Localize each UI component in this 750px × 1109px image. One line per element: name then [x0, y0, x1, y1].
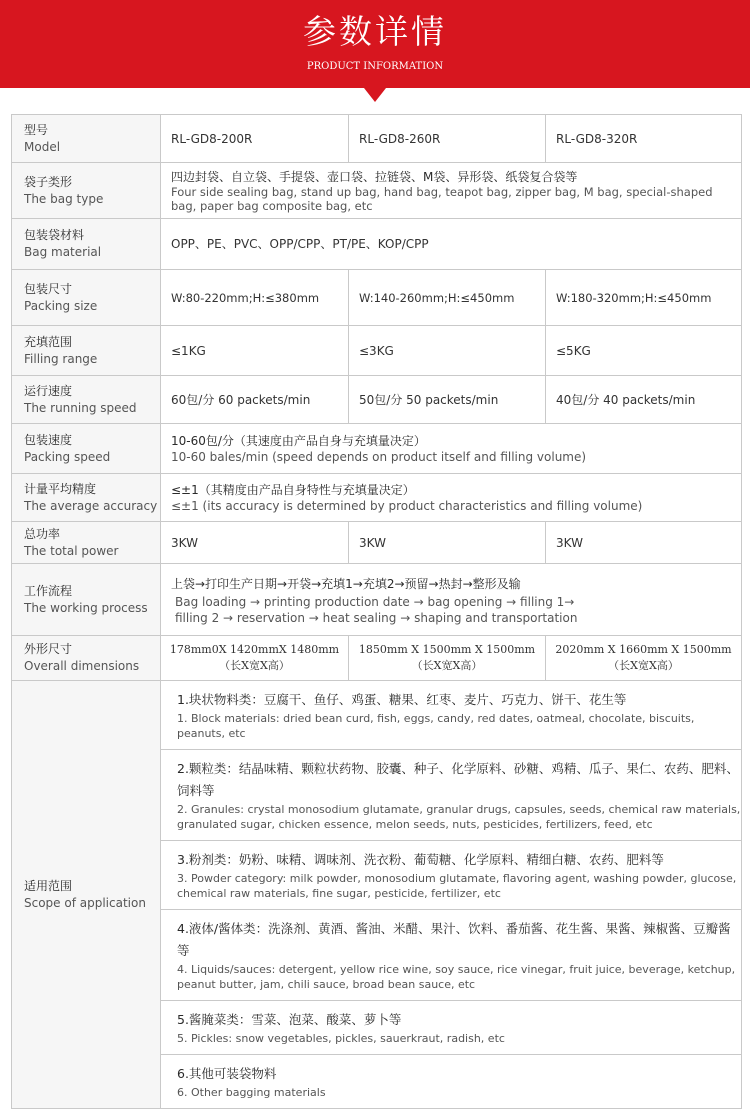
item-en: 3. Powder category: milk powder, monosodium glutamate, flavoring agent, washing powder, glucose, chemical raw materials, fine sugar, pesticide, fertilizer, etc — [177, 872, 737, 900]
dimensions-value: 178mm0X 1420mmX 1480mm — [169, 643, 340, 656]
dimensions-value: 1850mm X 1500mm X 1500mm — [358, 643, 536, 656]
row-dimensions — [12, 636, 742, 681]
application-item — [161, 1001, 742, 1055]
label-filling-range — [12, 326, 161, 376]
running-speed-2: 50包/分 50 packets/min — [349, 376, 546, 424]
application-item — [161, 750, 742, 841]
row-packing-speed — [12, 424, 742, 474]
packing-size-1: W:80-220mm;H:≤380mm — [161, 270, 349, 326]
banner-pointer — [364, 88, 386, 102]
accuracy-value — [161, 474, 742, 522]
item-cn: 6.其他可装袋物料 — [177, 1066, 277, 1081]
label-packing-speed — [12, 424, 161, 474]
item-en: 4. Liquids/sauces: detergent, yellow rice wine, soy sauce, rice vinegar, fruit juice, beverage, ketchup, peanut butter, jam, chili sauce, broad bean sauce, etc — [177, 963, 736, 991]
item-en: 6. Other bagging materials — [177, 1086, 326, 1099]
label-cn: 计量平均精度 — [24, 481, 97, 496]
item-en: 1. Block materials: dried bean curd, fish, eggs, candy, red dates, oatmeal, chocolate, biscuits, peanuts, etc — [177, 712, 695, 740]
power-1: 3KW — [161, 522, 349, 564]
label-cn: 型号 — [24, 122, 49, 137]
label-cn: 袋子类形 — [24, 174, 73, 189]
bag-type-value — [161, 163, 742, 219]
packing-size-2: W:140-260mm;H:≤450mm — [349, 270, 546, 326]
item-en: 5. Pickles: snow vegetables, pickles, sauerkraut, radish, etc — [177, 1032, 505, 1045]
dimensions-note: （长X宽X高） — [219, 659, 290, 672]
value-en: Bag loading → printing production date → bag opening → filling 1→ filling 2 → reservation → heat sealing → shaping and transportation — [175, 594, 578, 625]
label-dimensions — [12, 636, 161, 681]
application-item — [161, 910, 742, 1001]
row-filling-range — [12, 326, 742, 376]
model-value-1: RL-GD8-200R — [161, 115, 349, 163]
label-en: Bag material — [24, 245, 102, 259]
label-cn: 总功率 — [24, 526, 61, 541]
material-value: OPP、PE、PVC、OPP/CPP、PT/PE、KOP/CPP — [161, 219, 742, 270]
label-en: Packing speed — [24, 449, 111, 464]
dimensions-note: （长X宽X高） — [411, 659, 483, 672]
label-cn: 工作流程 — [24, 583, 73, 598]
page-subtitle: PRODUCT INFORMATION — [306, 61, 444, 72]
value-en: Four side sealing bag, stand up bag, hand bag, teapot bag, zipper bag, M bag, special-shaped bag, paper bag composite bag, etc — [171, 184, 713, 213]
label-cn: 包装尺寸 — [24, 281, 73, 296]
value-cn: ≤±1（其精度由产品自身特性与充填量决定） — [171, 482, 415, 497]
label-power — [12, 522, 161, 564]
item-cn: 1.块状物料类：豆腐干、鱼仔、鸡蛋、糖果、红枣、麦片、巧克力、饼干、花生等 — [177, 692, 627, 707]
label-cn: 包装速度 — [24, 432, 73, 447]
item-cn: 2.颗粒类：结晶味精、颗粒状药物、胶囊、种子、化学原料、砂糖、鸡精、瓜子、果仁、农药、肥料、饲料等 — [177, 761, 739, 798]
item-en: 2. Granules: crystal monosodium glutamate, granular drugs, capsules, seeds, chemical raw materials, granulated sugar, chicken essence, melon seeds, nuts, pesticides, fertilizers, feed, etc — [177, 803, 741, 831]
label-packing-size — [12, 270, 161, 326]
item-cn: 3.粉剂类：奶粉、味精、调味剂、洗衣粉、葡萄糖、化学原料、精细白糖、农药、肥料等 — [177, 852, 664, 867]
application-item — [161, 681, 742, 750]
item-cn: 4.液体/酱体类：洗涤剂、黄酒、酱油、米醋、果汁、饮料、番茄酱、花生酱、果酱、辣椒酱、豆瓣酱等 — [177, 921, 731, 958]
value-cn: 上袋→打印生产日期→开袋→充填1→充填2→预留→热封→整形及输 — [171, 576, 521, 591]
filling-range-2: ≤3KG — [349, 326, 546, 376]
page-title: 参数详情 — [303, 12, 447, 51]
application-item — [161, 841, 742, 910]
label-application — [12, 681, 161, 1109]
running-speed-3: 40包/分 40 packets/min — [546, 376, 742, 424]
power-2: 3KW — [349, 522, 546, 564]
filling-range-1: ≤1KG — [161, 326, 349, 376]
label-cn: 外形尺寸 — [24, 642, 73, 656]
label-en: The working process — [24, 600, 148, 615]
label-en: The bag type — [24, 191, 104, 206]
row-process — [12, 564, 742, 636]
label-model — [12, 115, 161, 163]
filling-range-3: ≤5KG — [546, 326, 742, 376]
label-en: The average accuracy — [24, 498, 158, 513]
application-item — [161, 1055, 742, 1109]
label-cn: 包装袋材料 — [24, 228, 85, 242]
value-cn: 10-60包/分（其速度由产品自身与充填量决定） — [171, 433, 426, 448]
value-cn: 四边封袋、自立袋、手提袋、壶口袋、拉链袋、M袋、异形袋、纸袋复合袋等 — [171, 169, 578, 184]
label-en: Overall dimensions — [24, 659, 140, 673]
row-running-speed — [12, 376, 742, 424]
label-en: Scope of application — [24, 895, 146, 910]
model-value-3: RL-GD8-320R — [546, 115, 742, 163]
label-cn: 适用范围 — [24, 878, 73, 893]
spec-table — [11, 114, 742, 1109]
process-value — [161, 564, 742, 636]
running-speed-1: 60包/分 60 packets/min — [161, 376, 349, 424]
label-en: The running speed — [24, 400, 137, 415]
dimensions-value: 2020mm X 1660mm X 1500mm — [555, 643, 732, 656]
row-application-1 — [12, 681, 742, 750]
label-en: Filling range — [24, 351, 98, 366]
dimensions-note: （长X宽X高） — [608, 659, 679, 672]
label-material — [12, 219, 161, 270]
value-en: 10-60 bales/min (speed depends on product itself and filling volume) — [171, 449, 587, 464]
dimensions-1 — [161, 636, 349, 681]
label-accuracy — [12, 474, 161, 522]
label-running-speed — [12, 376, 161, 424]
model-value-2: RL-GD8-260R — [349, 115, 546, 163]
row-model — [12, 115, 742, 163]
label-bag-type — [12, 163, 161, 219]
packing-size-3: W:180-320mm;H:≤450mm — [546, 270, 742, 326]
dimensions-3 — [546, 636, 742, 681]
item-cn: 5.酱腌菜类：雪菜、泡菜、酸菜、萝卜等 — [177, 1012, 402, 1027]
value-en: ≤±1 (its accuracy is determined by product characteristics and filling volume) — [171, 498, 643, 513]
row-power — [12, 522, 742, 564]
label-process — [12, 564, 161, 636]
header-banner — [0, 0, 750, 88]
packing-speed-value — [161, 424, 742, 474]
label-en: Packing size — [24, 298, 98, 313]
label-cn: 充填范围 — [24, 334, 73, 349]
row-accuracy — [12, 474, 742, 522]
dimensions-2 — [349, 636, 546, 681]
label-en: The total power — [24, 543, 119, 558]
row-packing-size — [12, 270, 742, 326]
label-cn: 运行速度 — [24, 383, 73, 398]
label-en: Model — [24, 139, 61, 154]
row-bag-type — [12, 163, 742, 219]
power-3: 3KW — [546, 522, 742, 564]
row-material — [12, 219, 742, 270]
